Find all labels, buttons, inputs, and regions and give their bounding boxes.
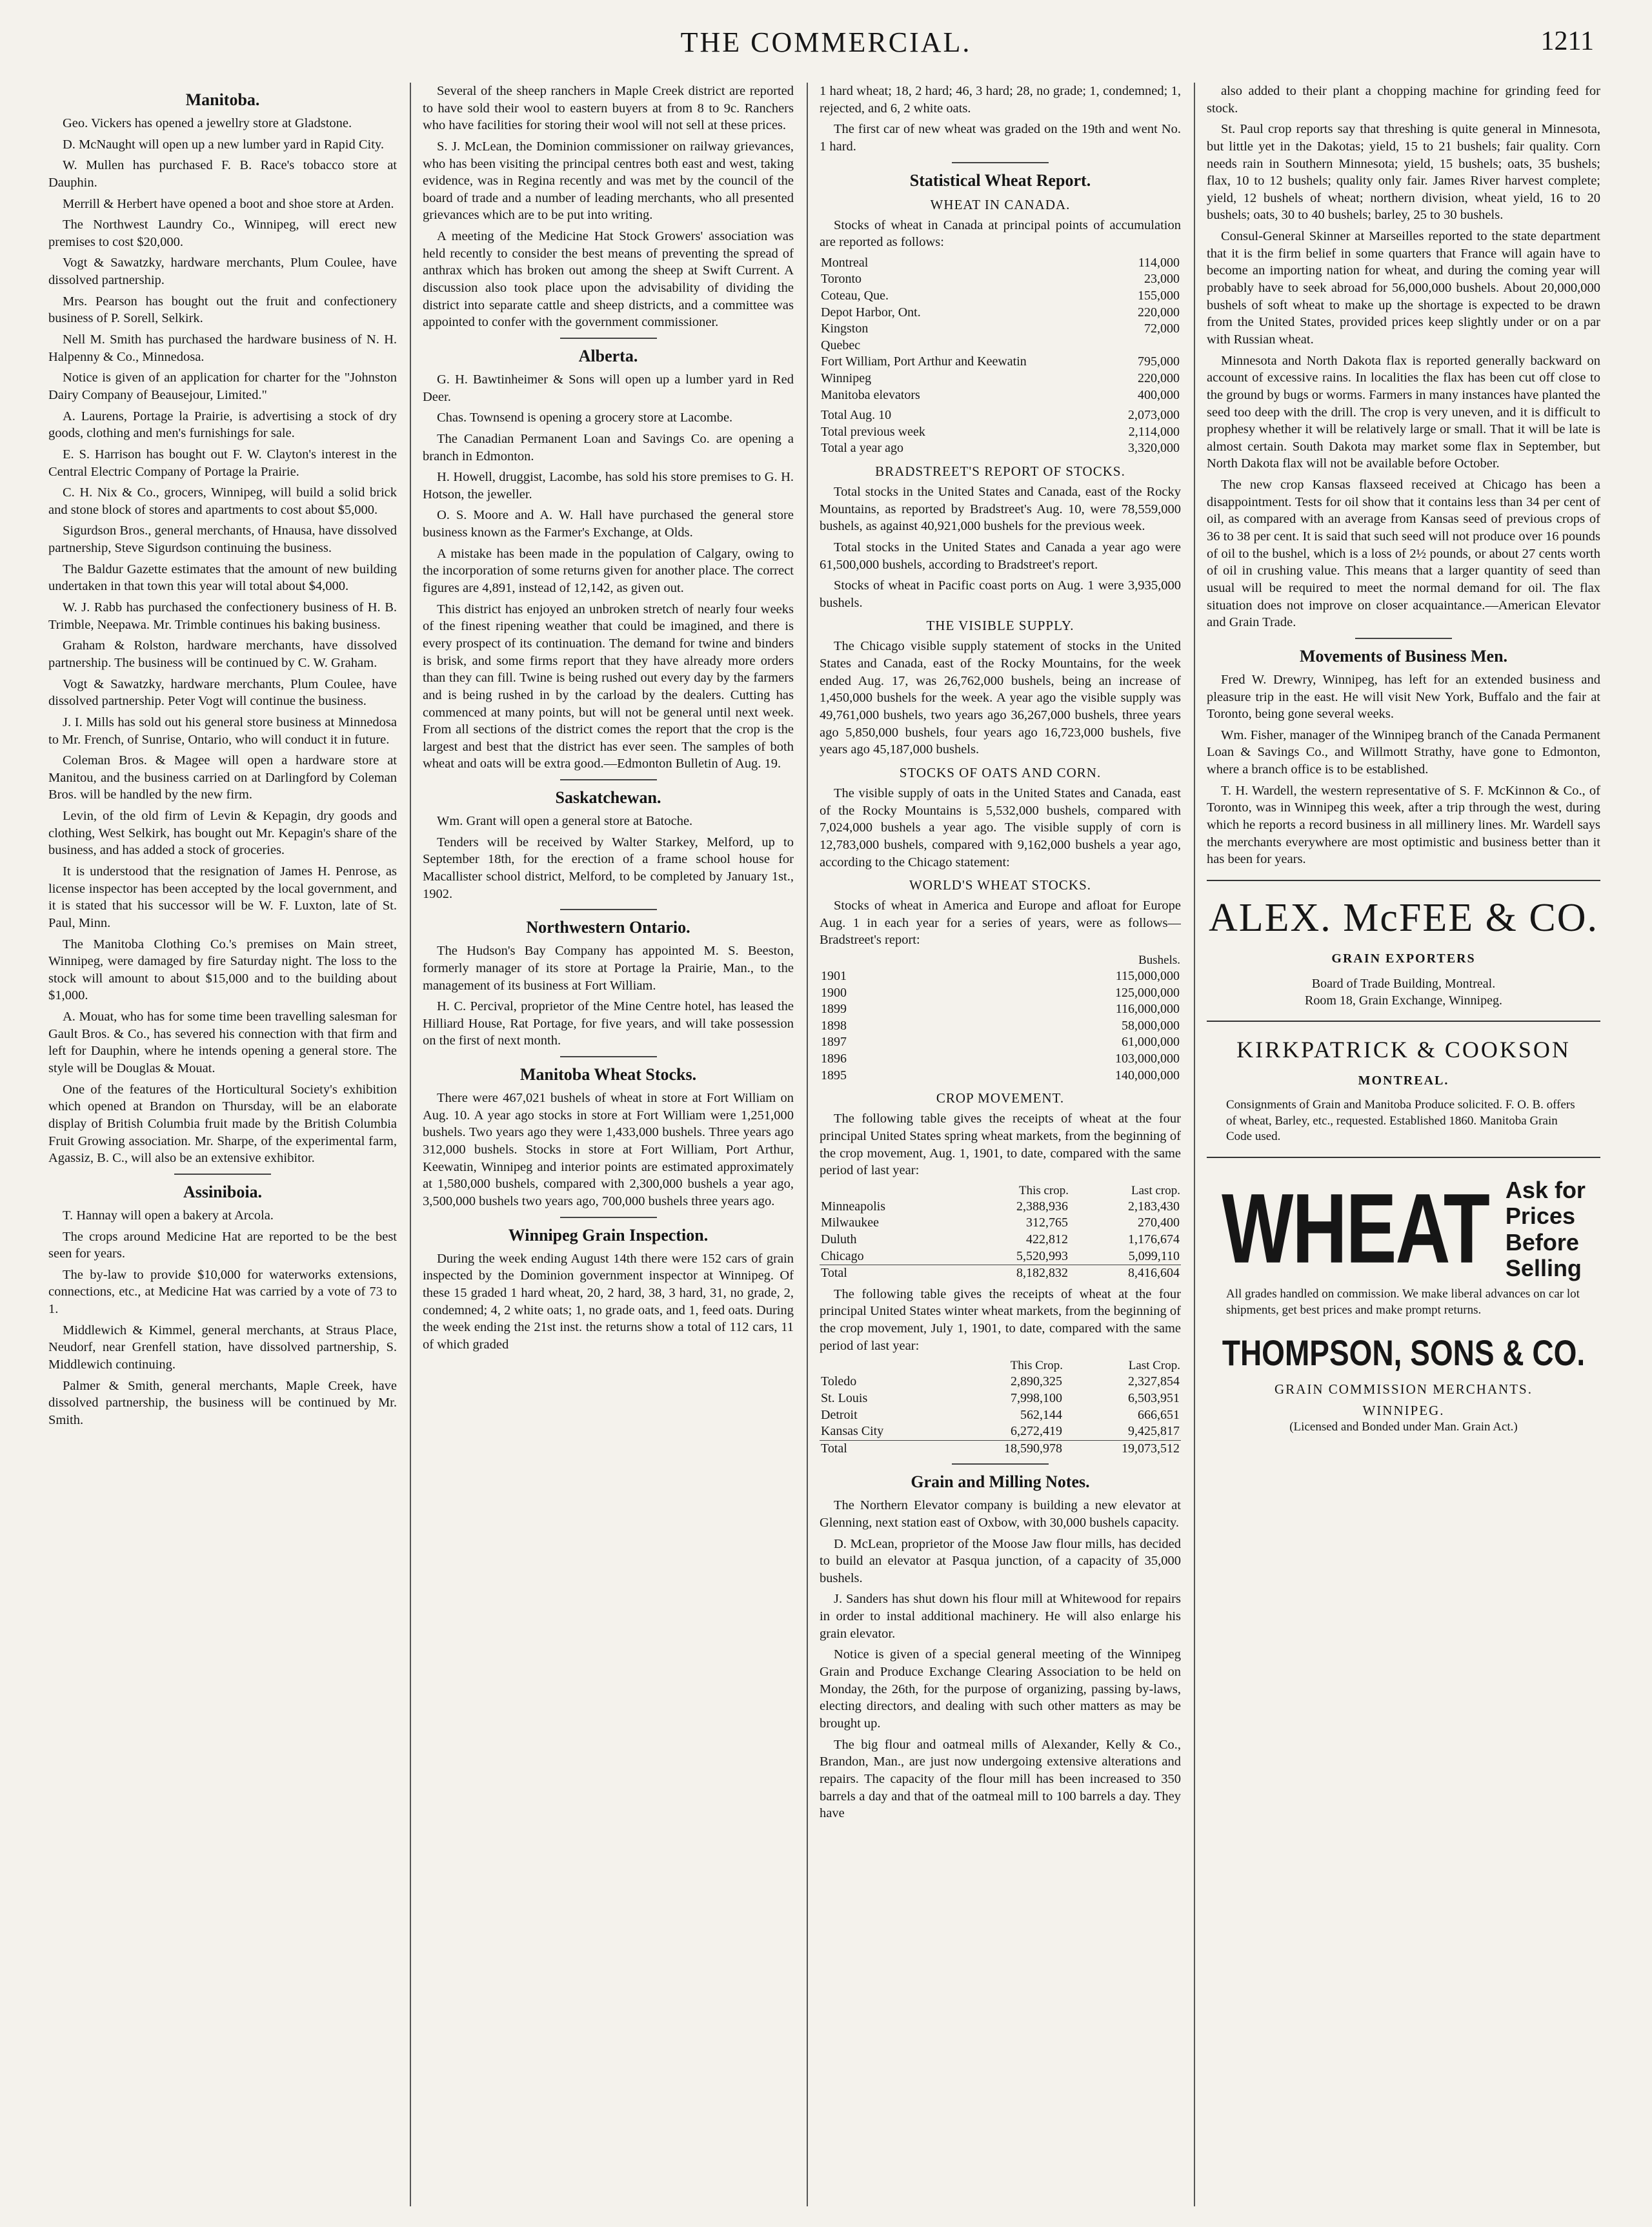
table-cell: 562,144 [1020, 1407, 1062, 1422]
column-rule [1194, 83, 1195, 2206]
table-cell: 795,000 [1138, 354, 1180, 369]
table-row [820, 1068, 1181, 1084]
table-cell: 116,000,000 [1115, 1002, 1180, 1017]
advertiser-licence: (Licensed and Bonded under Man. Grain Act.) [1289, 1420, 1518, 1434]
table-row [820, 1051, 1181, 1068]
news-item: The Baldur Gazette estimates that the amount of new building undertaken in that town this year will total about $4,000. [48, 562, 397, 594]
northwestern-ontario-items [423, 942, 794, 1050]
news-item: Wm. Grant will open a general store at Batoche. [437, 814, 693, 829]
table-cell: 2,073,000 [1128, 408, 1180, 423]
table-cell: Fort William, Port Arthur and Keewatin [821, 354, 1027, 369]
advertiser-business: GRAIN COMMISSION MERCHANTS. [1274, 1381, 1533, 1397]
world-stocks-table [820, 953, 1181, 1084]
advertisement-alex-mcfee [1207, 880, 1600, 1022]
advertiser-business: GRAIN EXPORTERS [1331, 951, 1476, 966]
wheat-banner [1207, 1173, 1600, 1285]
news-item: H. C. Percival, proprietor of the Mine Centre hotel, has leased the Hilliard House, Rat Portage, for five years, and will take possession on the first of next month. [423, 999, 794, 1048]
table-cell: Minneapolis [821, 1199, 885, 1214]
news-item: Merrill & Herbert have opened a boot and shoe store at Arden. [63, 196, 394, 211]
table-cell: Total [820, 1265, 958, 1282]
table-cell: Kingston [821, 321, 869, 336]
news-item: Nell M. Smith has purchased the hardware business of N. H. Halpenny & Co., Minnedosa. [48, 332, 397, 364]
table-cell: Kansas City [821, 1424, 884, 1439]
table-cell: 220,000 [1138, 371, 1180, 385]
column-rule [410, 83, 411, 2206]
advertiser-address: Room 18, Grain Exchange, Winnipeg. [1305, 993, 1502, 1008]
column-header: Bushels. [1138, 953, 1180, 968]
news-item: Graham & Rolston, hardware merchants, have dissolved partnership. The business will be continued by C. W. Graham. [48, 638, 397, 670]
news-item: The by-law to provide $10,000 for waterworks extensions, connections, etc., at Medicine Hat was carried by a vote of 73 to 1. [48, 1267, 397, 1317]
news-item: Geo. Vickers has opened a jewellry store at Gladstone. [63, 116, 352, 130]
table-row [820, 271, 1181, 288]
manitoba-items [48, 115, 397, 1167]
section-divider [1355, 638, 1452, 639]
ask-line: Prices [1505, 1203, 1575, 1230]
grain-milling-items [820, 1497, 1181, 1822]
news-item: Middlewich & Kimmel, general merchants, at Straus Place, Neudorf, near Grenfell station, have dissolved partnership, S. Middlewich continuing. [48, 1323, 397, 1372]
news-item: O. S. Moore and A. W. Hall have purchased the general store business known as the Farmer's Exchange, at Olds. [423, 508, 794, 540]
news-item: S. J. McLean, the Dominion commissioner on railway grievances, who has been visiting the principal centres both east and west, taking evidence, was in Regina recently and was met by the council of the board of trade and a number of leading merchants, who all presented grievances which are to be put into writing. [423, 139, 794, 223]
news-item: Fred W. Drewry, Winnipeg, has left for an extended business and pleasure trip in the east. He will visit New York, Buffalo and the fair at Toronto, being gone several weeks. [1207, 672, 1600, 722]
spring-wheat-table [820, 1183, 1181, 1282]
news-item: A. Laurens, Portage la Prairie, is advertising a stock of dry goods, clothing and men's furnishings for sale. [48, 409, 397, 441]
news-item: Levin, of the old firm of Levin & Kepagin, dry goods and clothing, West Selkirk, has bought out Mr. Kepagin's share of the business, and has added a stock of groceries. [48, 809, 397, 858]
table-cell: Toronto [821, 272, 862, 287]
table-cell: 2,183,430 [1128, 1199, 1180, 1214]
column-header: This crop. [1019, 1183, 1069, 1197]
section-heading-grain-and-milling: Grain and Milling Notes. [911, 1472, 1090, 1492]
assiniboia-items [48, 1207, 397, 1429]
table-cell: Toledo [821, 1374, 857, 1389]
section-divider [952, 1463, 1049, 1465]
continued-paragraph: 1 hard wheat; 18, 2 hard; 46, 3 hard; 28, no grade; 1, condemned; 1, rejected, and 6, 2 white oats. [820, 84, 1181, 116]
table-cell: 1,176,674 [1128, 1232, 1180, 1246]
section-heading-northwestern-ontario: Northwestern Ontario. [526, 918, 690, 937]
advertisement-kirkpatrick-cookson [1207, 1022, 1600, 1158]
subheading-visible-supply: THE VISIBLE SUPPLY. [926, 618, 1074, 634]
table-row [820, 985, 1181, 1002]
page-number: 1211 [1540, 26, 1594, 56]
news-item: C. H. Nix & Co., grocers, Winnipeg, will build a solid brick and stone block of stores and apartments to cost about $5,000. [48, 485, 397, 517]
table-cell: 1899 [821, 1002, 847, 1017]
news-item: A. Mouat, who has for some time been travelling salesman for Gault Bros. & Co., has severed his connection with that firm and left for Dauphin, where he intends opening a general store. The style will be Douglas & Mouat. [48, 1010, 397, 1076]
paragraph: Stocks of wheat in America and Europe and afloat for Europe Aug. 1 in each year for a series of years, were as follows— Bradstreet's report: [820, 899, 1181, 948]
advertiser-address: Board of Trade Building, Montreal. [1311, 976, 1496, 991]
news-item: The Canadian Permanent Loan and Savings Co. are opening a branch in Edmonton. [423, 431, 794, 463]
table-cell: 270,400 [1138, 1215, 1180, 1230]
table-cell: 400,000 [1138, 387, 1180, 402]
table-cell: Depot Harbor, Ont. [821, 305, 921, 320]
table-cell: 2,890,325 [1010, 1374, 1062, 1389]
news-item: This district has enjoyed an unbroken stretch of nearly four weeks of the finest ripening weather that could be imagined, and there is every prospect of its continuation. The demand for twine and binders is brisk, and some firms report that they have already more orders than they can fill. Twine is being rushed out every day by the farmers and is being rushed in by the carload by the dealers. Cutting has commenced at many points, but will not be general until next week. From all sections of the district comes the report that the crop is the largest and best that the district has ever seen. The samples of both wheat and oats will be extra good.—Edmonton Bulletin of Aug. 19. [423, 602, 794, 771]
winnipeg-grain-inspection-items [423, 1250, 794, 1354]
news-item: E. S. Harrison has bought out F. W. Clayton's interest in the Central Electric Company of Portage la Prairie. [48, 447, 397, 479]
ask-for-prices [1506, 1177, 1586, 1281]
table-cell: 2,388,936 [1016, 1199, 1069, 1214]
news-item: Notice is given of an application for charter for the "Johnston Dairy Company of Beausejour, Limited." [48, 371, 397, 402]
advertiser-city: MONTREAL. [1358, 1073, 1449, 1088]
news-item: A meeting of the Medicine Hat Stock Growers' association was held recently to consider the best means of preventing the spread of anthrax which has broken out among the sheep at Swift Current. A discussion also took place upon the advisability of dividing the district into separate cattle and sheep districts, and a committee was appointed to confer with the government commissioner. [423, 229, 794, 330]
news-item: G. H. Bawtinheimer & Sons will open up a lumber yard in Red Deer. [423, 372, 794, 404]
table-cell: 2,327,854 [1128, 1374, 1180, 1389]
table-cell: 2,114,000 [1128, 424, 1180, 439]
section-divider [174, 1174, 271, 1175]
table-cell: 61,000,000 [1122, 1035, 1180, 1050]
table-row [820, 1423, 1181, 1440]
table-row [820, 1248, 1181, 1265]
column-3 [820, 83, 1181, 2206]
news-item: Stocks of wheat in Pacific coast ports on Aug. 1 were 3,935,000 bushels. [820, 578, 1181, 610]
news-item: One of the features of the Horticultural Society's exhibition which opened at Brandon on Thursday, will be an elaborate display of British Columbia fruit made by the British Columbia Fruit Growing association. Mr. Sharpe, of the experimental farm, Agassiz, B. C., will also be an extensive exhibitor. [48, 1082, 397, 1166]
advertiser-details: Consignments of Grain and Manitoba Produce solicited. F. O. B. offers of wheat, Barley, etc., requested. Established 1860. Manitoba Grain Code used. [1226, 1097, 1575, 1144]
table-cell [1117, 338, 1181, 354]
table-cell: 1895 [821, 1068, 847, 1083]
news-item: J. Sanders has shut down his flour mill at Whitewood for repairs in order to instal additional machinery. He will also enlarge his grain elevator. [820, 1592, 1181, 1641]
news-item: Chas. Townsend is opening a grocery store at Lacombe. [437, 411, 733, 425]
paragraph: Stocks of wheat in Canada at principal points of accumulation are reported as follows: [820, 218, 1181, 250]
subheading-oats-and-corn: STOCKS OF OATS AND CORN. [899, 764, 1102, 780]
news-item: St. Paul crop reports say that threshing is quite general in Minnesota, but little yet in the Dakotas; yield, 15 to 21 bushels; fair quality. Corn needs rain in Southern Minnesota; yield, 15 bushels; oats, 35 bushels; flax, 10 to 12 bushels; quality only fair. James River harvest complete; yield, 12 bushels of wheat; northern division, wheat yield, 16 to 20 bushels; oats, 30 to 40 bushels; barley, 25 to 30 bushels. [1207, 122, 1600, 223]
table-cell: 115,000,000 [1115, 969, 1180, 984]
ask-line: Selling [1505, 1254, 1582, 1281]
table-cell: Manitoba elevators [821, 387, 920, 402]
section-divider [560, 779, 657, 780]
ask-line: Before [1505, 1228, 1579, 1256]
news-item: W. Mullen has purchased F. B. Race's tobacco store at Dauphin. [48, 158, 397, 190]
table-cell: 72,000 [1144, 321, 1180, 336]
table-row [820, 305, 1181, 321]
table-cell: 312,765 [1026, 1215, 1069, 1230]
table-cell: Total [820, 1440, 946, 1457]
table-row [820, 387, 1181, 404]
table-cell: 23,000 [1144, 272, 1180, 287]
table-cell: Winnipeg [821, 371, 872, 385]
bradstreet-items [820, 483, 1181, 611]
table-cell: 9,425,817 [1128, 1424, 1180, 1439]
table-cell: 8,416,604 [1069, 1265, 1181, 1282]
table-cell: St. Louis [821, 1390, 868, 1405]
section-divider [560, 909, 657, 910]
advertiser-details: All grades handled on commission. We make liberal advances on car lot shipments, get best prices and make prompt returns. [1226, 1287, 1580, 1317]
table-cell: 8,182,832 [958, 1265, 1069, 1282]
ask-line: Ask for [1505, 1176, 1586, 1203]
table-cell: 5,099,110 [1128, 1248, 1180, 1263]
table-cell: Total a year ago [821, 441, 903, 456]
column-4 [1207, 83, 1600, 2206]
alberta-items [423, 371, 794, 773]
column-header: This Crop. [1010, 1359, 1063, 1373]
column-1 [48, 83, 397, 2206]
table-cell: 6,272,419 [1010, 1424, 1062, 1439]
news-item: Notice is given of a special general meeting of the Winnipeg Grain and Produce Exchange Clearing Association to be held on Monday, the 26th, for the purpose of organizing, passing by-laws, electing directors, and dealing with such other matters as may be brought up. [820, 1647, 1181, 1731]
subheading-bradstreets: BRADSTREET'S REPORT OF STOCKS. [875, 463, 1125, 479]
table-cell: 422,812 [1026, 1232, 1069, 1246]
table-cell: 1896 [821, 1052, 847, 1066]
paragraph: The first car of new wheat was graded on the 19th and went No. 1 hard. [820, 122, 1181, 154]
crop-report-items [1207, 83, 1600, 631]
table-cell: 5,520,993 [1016, 1248, 1069, 1263]
table-row [820, 968, 1181, 985]
news-item: Vogt & Sawatzky, hardware merchants, Plum Coulee, have dissolved partnership. [48, 256, 397, 288]
table-cell: Chicago [821, 1248, 864, 1263]
table-row [820, 321, 1181, 338]
news-item: Total stocks in the United States and Canada, east of the Rocky Mountains, as reported by Bradstreet's Aug. 10, were 78,559,000 bushels, as against 40,921,000 bushels for the previous week. [820, 484, 1181, 534]
news-item: Wm. Fisher, manager of the Winnipeg branch of the Canada Permanent Loan & Savings Co., and Willmott Strathy, have gone to Edmonton, where a branch office is to be established. [1207, 727, 1600, 777]
advertiser-name: THOMPSON, SONS & CO. [1222, 1332, 1586, 1373]
section-heading-saskatchewan: Saskatchewan. [555, 788, 661, 808]
table-row [820, 1374, 1181, 1390]
table-row [820, 338, 1181, 354]
paragraph: The Chicago visible supply statement of stocks in the United States and Canada, east of the Rocky Mountains, for the week ended Aug. 17, was 26,762,000 bushels, being an increase of 1,450,000 bushels for the week. A year ago the visible supply was 49,761,000 bushels, two years ago 36,267,000 bushels, three years ago 5,850,000 bushels, four years ago 16,723,000 bushels, five years ago 45,187,000 bushels. [820, 639, 1181, 757]
news-item: The Hudson's Bay Company has appointed M. S. Beeston, formerly manager of its store at Portage la Prairie, Man., to the management of its business at Fort William. [423, 944, 794, 993]
table-row [820, 288, 1181, 305]
advertiser-name: ALEX. McFEE & CO. [1208, 895, 1599, 940]
table-cell: Duluth [821, 1232, 857, 1246]
table-cell: 1897 [821, 1035, 847, 1050]
manitoba-wheat-stocks-items [423, 1090, 794, 1210]
table-row [820, 354, 1181, 371]
news-item: D. McLean, proprietor of the Moose Jaw flour mills, has decided to build an elevator at Pasqua junction, of a capacity of 35,000 bushels. [820, 1536, 1181, 1585]
table-cell: Quebec [821, 338, 861, 352]
table-row [820, 424, 1181, 441]
table-cell: Total previous week [821, 424, 925, 439]
table-cell: 7,998,100 [1010, 1390, 1062, 1405]
news-item: The Northwest Laundry Co., Winnipeg, will erect new premises to cost $20,000. [48, 218, 397, 249]
table-cell: Total Aug. 10 [821, 408, 892, 423]
news-item: Several of the sheep ranchers in Maple Creek district are reported to have sold their wool to eastern buyers at from 8 to 9c. Ranchers who have facilities for storing their wool will not sell at these prices. [423, 84, 794, 133]
paragraph: The following table gives the receipts of wheat at the four principal United States spring wheat markets, from the beginning of the crop movement, Aug. 1, 1901, to date, compared with the same period of last year: [820, 1112, 1181, 1178]
table-cell: 3,320,000 [1128, 441, 1180, 456]
table-row [820, 1199, 1181, 1215]
section-heading-assiniboia: Assiniboia. [183, 1182, 263, 1201]
news-item: W. J. Rabb has purchased the confectionery business of H. B. Trimble, Neepawa. Mr. Trimble continues his baking business. [48, 600, 397, 632]
saskatchewan-items [423, 813, 794, 902]
news-item: also added to their plant a chopping machine for grinding feed for stock. [1207, 84, 1600, 116]
news-item: Coleman Bros. & Magee will open a hardware store at Manitou, and the business carried on at Darlingford by Coleman Bros. will be handled by the new firm. [48, 753, 397, 802]
news-item: T. Hannay will open a bakery at Arcola. [63, 1208, 274, 1223]
canada-totals-table [820, 407, 1181, 457]
table-cell: Milwaukee [821, 1215, 879, 1230]
business-men-items [1207, 671, 1600, 868]
table-cell: 19,073,512 [1063, 1440, 1181, 1457]
table-cell: 114,000 [1138, 255, 1180, 270]
section-heading-manitoba-wheat-stocks: Manitoba Wheat Stocks. [519, 1065, 697, 1084]
news-item: During the week ending August 14th there were 152 cars of grain inspected by the Dominion government inspector at Winnipeg. Of these 15 graded 1 hard wheat, 20, 2 hard, 38, 3 hard, 31, no grade, 2, condemned; 4, 2 white oats; 1, no grade oats, and 1, feed oats. During the week ending the 21st inst. the returns show a total of 112 cars, 11 of which graded [423, 1251, 794, 1352]
section-heading-movements-of-business-men: Movements of Business Men. [1299, 646, 1508, 666]
advertiser-name: KIRKPATRICK & COOKSON [1236, 1036, 1571, 1063]
news-item: The crops around Medicine Hat are reported to be the best seen for years. [48, 1229, 397, 1261]
canada-stocks-table [820, 255, 1181, 403]
section-heading-statistical-wheat-report: Statistical Wheat Report. [909, 170, 1091, 190]
news-item: Vogt & Sawatzky, hardware merchants, Plum Coulee, have dissolved partnership. Peter Vogt will continue the business. [48, 676, 397, 709]
table-cell: Montreal [821, 255, 869, 270]
section-heading-winnipeg-grain-inspection: Winnipeg Grain Inspection. [508, 1225, 709, 1245]
table-cell: 220,000 [1138, 305, 1180, 320]
news-item: Sigurdson Bros., general merchants, of Hnausa, have dissolved partnership, Steve Sigurdson continuing the business. [48, 524, 397, 556]
table-row [820, 1034, 1181, 1051]
table-cell: 18,590,978 [946, 1440, 1063, 1457]
table-row [820, 440, 1181, 457]
total-row [820, 1440, 1181, 1457]
table-row [820, 1407, 1181, 1424]
section-divider [560, 1217, 657, 1218]
table-cell: 103,000,000 [1115, 1052, 1180, 1066]
winter-wheat-table [820, 1358, 1181, 1457]
section-divider [952, 162, 1049, 163]
wheat-headline: WHEAT [1222, 1173, 1489, 1285]
advertisement-thompson-sons [1207, 1158, 1600, 1447]
column-header: Last crop. [1131, 1183, 1180, 1197]
table-row [820, 1390, 1181, 1407]
column-rule [807, 83, 808, 2206]
table-cell: 1898 [821, 1018, 847, 1033]
advertiser-city: WINNIPEG. [1362, 1402, 1445, 1418]
table-cell: 1901 [821, 969, 847, 984]
table-cell: Coteau, Que. [821, 289, 889, 303]
news-item: Tenders will be received by Walter Starkey, Melford, up to September 18th, for the erection of a frame school house for Macallister school district, Melford, to be completed by January 1st., 1902. [423, 835, 794, 901]
section-heading-alberta: Alberta. [578, 346, 638, 365]
table-row [820, 1001, 1181, 1018]
table-cell: 125,000,000 [1115, 985, 1180, 1000]
table-cell: 155,000 [1138, 289, 1180, 303]
news-item: Palmer & Smith, general merchants, Maple Creek, have dissolved partnership, the business will be continued by Mr. Smith. [48, 1378, 397, 1427]
section-heading-manitoba: Manitoba. [185, 90, 260, 109]
section-divider [560, 1056, 657, 1057]
table-cell: 58,000,000 [1122, 1018, 1180, 1033]
column-2 [423, 83, 794, 2206]
table-row [820, 371, 1181, 387]
table-cell: 140,000,000 [1115, 1068, 1180, 1083]
subheading-crop-movement: CROP MOVEMENT. [936, 1090, 1065, 1106]
news-item: Consul-General Skinner at Marseilles reported to the state department that it is the firm belief in some quarters that France will again have to become an importing nation for wheat, and during the coming year will probably have to seek abroad for 56,000,000 bushels. About 20,000,000 bushels of soft wheat to make up the shortage is expected to be drawn from the United States, provided prices keep slightly under or on a par with Russian wheat. [1207, 229, 1600, 347]
table-cell: Detroit [821, 1407, 858, 1422]
news-item: H. Howell, druggist, Lacombe, has sold his store premises to G. H. Hotson, the jeweller. [423, 470, 794, 502]
news-item: D. McNaught will open up a new lumber yard in Rapid City. [63, 137, 384, 152]
table-row [820, 255, 1181, 272]
total-row [820, 1265, 1181, 1282]
news-item: The Manitoba Clothing Co.'s premises on Main street, Winnipeg, were damaged by fire Saturday night. The loss to the stock will amount to about $15,000 and to the building about $1,000. [48, 937, 397, 1003]
news-item: T. H. Wardell, the western representative of S. F. McKinnon & Co., of Toronto, was in Winnipeg this week, after a trip through the west, during which he reports a record business in all millinery lines. Mr. Wardell says the merchants everywhere are most optimistic and business better than it has been for years. [1207, 783, 1600, 867]
table-row [820, 1215, 1181, 1232]
news-item: Minnesota and North Dakota flax is reported generally backward on account of excessive rains. In localities the flax has been cut off close to the ground by bugs or worms. Farmers in many instances have planted the seed too deep with the drill. The crop is very uneven, and it is difficult to prophesy whether it will be relatively large or small. That it will be late is almost certain. South Dakota may market some flax in September, but North Dakota flax will not be available before October. [1207, 353, 1600, 471]
newspaper-title: THE COMMERCIAL. [680, 26, 972, 58]
news-item: It is understood that the resignation of James H. Penrose, as license inspector has been accepted by the local government, and it is stated that his successor will be W. F. Luxton, late of St. Paul, Minn. [48, 864, 397, 930]
table-cell: 6,503,951 [1128, 1390, 1180, 1405]
news-item: Total stocks in the United States and Canada a year ago were 61,500,000 bushels, according to Bradstreet's report. [820, 540, 1181, 572]
subheading-wheat-in-canada: WHEAT IN CANADA. [930, 196, 1071, 212]
masthead [0, 26, 1652, 77]
paragraph: The visible supply of oats in the United States and Canada, east of the Rocky Mountains is 5,532,000 bushels, compared with 7,024,000 bushels a year ago. The visible supply of corn is 12,783,000 bushels, compared with 9,162,000 bushels a year ago, according to the Chicago statement: [820, 786, 1181, 869]
news-item: The new crop Kansas flaxseed received at Chicago has been a disappointment. Tests for oil show that it contains less than 34 per cent of oil, as compared with an average from Kansas seed of previous crops of 36 to 38 per cent. It is said that such seed will not produce over 16 pounds of oil to the bushel, which is a loss of 2½ pounds, or about 27 cents worth of oil in crushing value. This means that a larger quantity of seed than usual will be required to meet the normal demand for oil. The flax situation does not improve on closer acquaintance.—American Elevator and Grain Trade. [1207, 478, 1600, 630]
sheep-items [423, 83, 794, 331]
column-header: Last Crop. [1128, 1359, 1180, 1373]
news-item: Mrs. Pearson has bought out the fruit and confectionery business of P. Sorell, Selkirk. [48, 294, 397, 326]
news-item: The big flour and oatmeal mills of Alexander, Kelly & Co., Brandon, Man., are just now undergoing extensive alterations and repairs. The capacity of the flour mill has been increased to 350 barrels a day and that of the oatmeal mill to 100 barrels a day. They have [820, 1737, 1181, 1821]
paragraph: The following table gives the receipts of wheat at the four principal United States winter wheat markets, from the beginning of the crop movement, July 1, 1901, to date, compared with the same period of last year: [820, 1286, 1181, 1353]
table-row [820, 1232, 1181, 1248]
table-cell: 1900 [821, 985, 847, 1000]
news-item: The Northern Elevator company is building a new elevator at Glenning, next station east of Oxbow, with 30,000 bushels capacity. [820, 1498, 1181, 1530]
table-row [820, 407, 1181, 424]
news-item: There were 467,021 bushels of wheat in store at Fort William on Aug. 10. A year ago stocks in store at Fort William were 1,251,000 bushels. Two years ago they were 1,433,000 bushels. Three years ago 312,000 bushels. Stocks in store at Fort William, Port Arthur, Keewatin, Winnipeg and interior points are estimated approximately at 1,580,000 bushels, compared with 2,300,000 bushels a year ago, 3,500,000 bushels two years ago, 700,000 bushels three years ago. [423, 1091, 794, 1208]
subheading-world-wheat-stocks: WORLD'S WHEAT STOCKS. [909, 877, 1092, 893]
section-divider [560, 338, 657, 339]
news-item: J. I. Mills has sold out his general store business at Minnedosa to Mr. French, of Sunrise, Ontario, who will conduct it in future. [48, 715, 397, 747]
table-row [820, 1018, 1181, 1035]
table-cell: 666,651 [1138, 1407, 1180, 1422]
news-item: A mistake has been made in the population of Calgary, owing to the incorporation of some returns given for another place. The correct figures are 4,891, instead of 12,142, as given out. [423, 546, 794, 596]
